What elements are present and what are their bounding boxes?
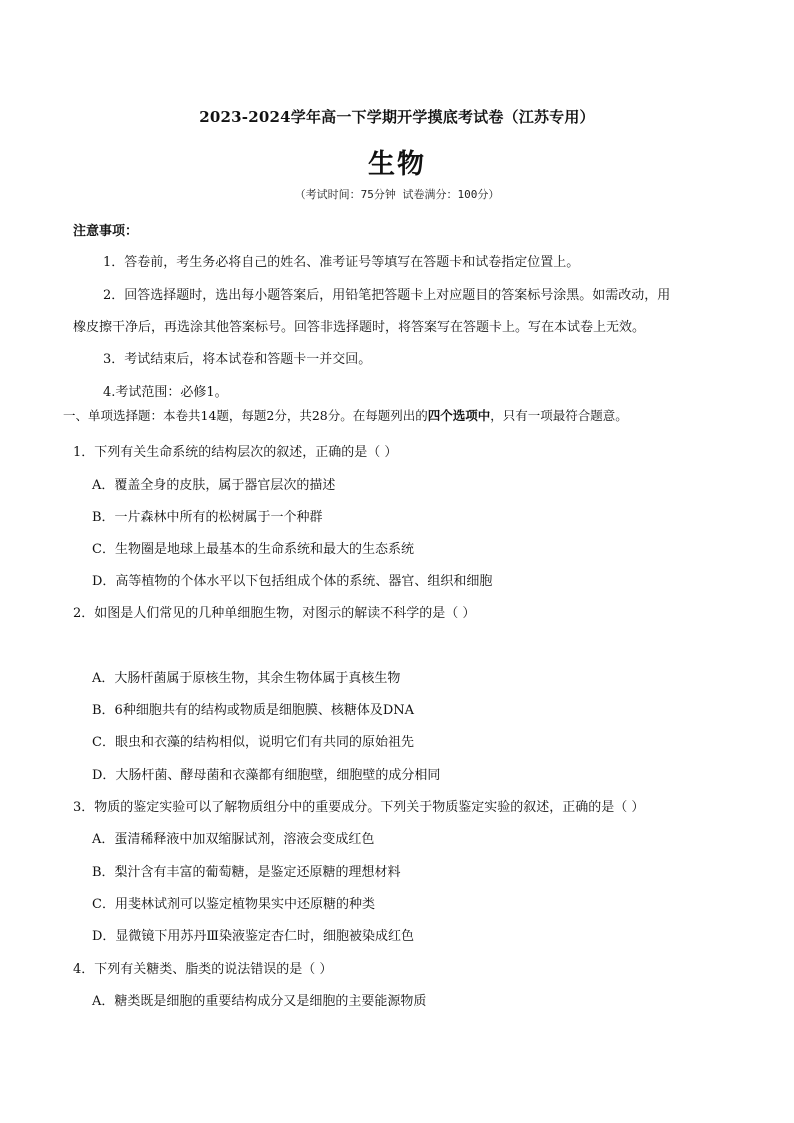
question-1-option-d: D．高等植物的个体水平以下包括组成个体的系统、器官、组织和细胞 xyxy=(92,574,493,589)
exam-title: 2023-2024学年高一下学期开学摸底考试卷（江苏专用） xyxy=(199,108,595,126)
question-4-option-a: A．糖类既是细胞的重要结构成分又是细胞的主要能源物质 xyxy=(92,994,427,1009)
notice-item-2: 2．回答选择题时，选出每小题答案后，用铅笔把答题卡上对应题目的答案标号涂黑。如需改动，用 xyxy=(103,288,671,303)
question-3-option-b: B．梨汁含有丰富的葡萄糖，是鉴定还原糖的理想材料 xyxy=(92,865,401,880)
notice-item-2-cont: 橡皮擦干净后，再选涂其他答案标号。回答非选择题时，将答案写在答题卡上。写在本试卷上无效。 xyxy=(73,320,646,335)
question-4-stem: 4．下列有关糖类、脂类的说法错误的是（ ） xyxy=(73,962,333,977)
question-1-option-b: B．一片森林中所有的松树属于一个种群 xyxy=(92,510,323,525)
question-1-option-a: A．覆盖全身的皮肤，属于器官层次的描述 xyxy=(92,478,336,493)
section-lead: 一、单项选择题：本卷共14题，每题2分，共28分。在每题列出的 xyxy=(63,408,428,423)
section-heading xyxy=(63,406,628,424)
section-tail: ，只有一项最符合题意。 xyxy=(490,408,628,423)
notice-item-1: 1．答卷前，考生务必将自己的姓名、准考证号等填写在答题卡和试卷指定位置上。 xyxy=(103,255,580,270)
question-3-option-a: A．蛋清稀释液中加双缩脲试剂，溶液会变成红色 xyxy=(92,832,375,847)
notice-heading: 注意事项： xyxy=(73,224,139,239)
section-bold: 四个选项中 xyxy=(427,408,491,423)
question-2-option-a: A．大肠杆菌属于原核生物，其余生物体属于真核生物 xyxy=(92,671,401,686)
question-2-option-b: B．6种细胞共有的结构或物质是细胞膜、核糖体及DNA xyxy=(92,703,415,718)
question-1-stem: 1．下列有关生命系统的结构层次的叙述，正确的是（ ） xyxy=(73,445,398,460)
notice-item-4: 4.考试范围：必修1。 xyxy=(103,385,228,400)
exam-info: （考试时间：75分钟 试卷满分：100分） xyxy=(294,188,500,201)
question-3-option-d: D．显微镜下用苏丹Ⅲ染液鉴定杏仁时，细胞被染成红色 xyxy=(92,929,414,944)
question-1-option-c: C．生物圈是地球上最基本的生命系统和最大的生态系统 xyxy=(92,542,414,557)
question-3-stem: 3．物质的鉴定实验可以了解物质组分中的重要成分。下列关于物质鉴定实验的叙述，正确的是（ ） xyxy=(73,800,645,815)
question-2-stem: 2．如图是人们常见的几种单细胞生物，对图示的解读不科学的是（ ） xyxy=(73,606,476,621)
question-2-option-c: C．眼虫和衣藻的结构相似，说明它们有共同的原始祖先 xyxy=(92,735,414,750)
notice-item-3: 3．考试结束后，将本试卷和答题卡一并交回。 xyxy=(103,352,372,367)
subject-title: 生物 xyxy=(368,149,426,180)
question-2-option-d: D．大肠杆菌、酵母菌和衣藻都有细胞壁，细胞壁的成分相同 xyxy=(92,768,441,783)
question-3-option-c: C．用斐林试剂可以鉴定植物果实中还原糖的种类 xyxy=(92,897,375,912)
